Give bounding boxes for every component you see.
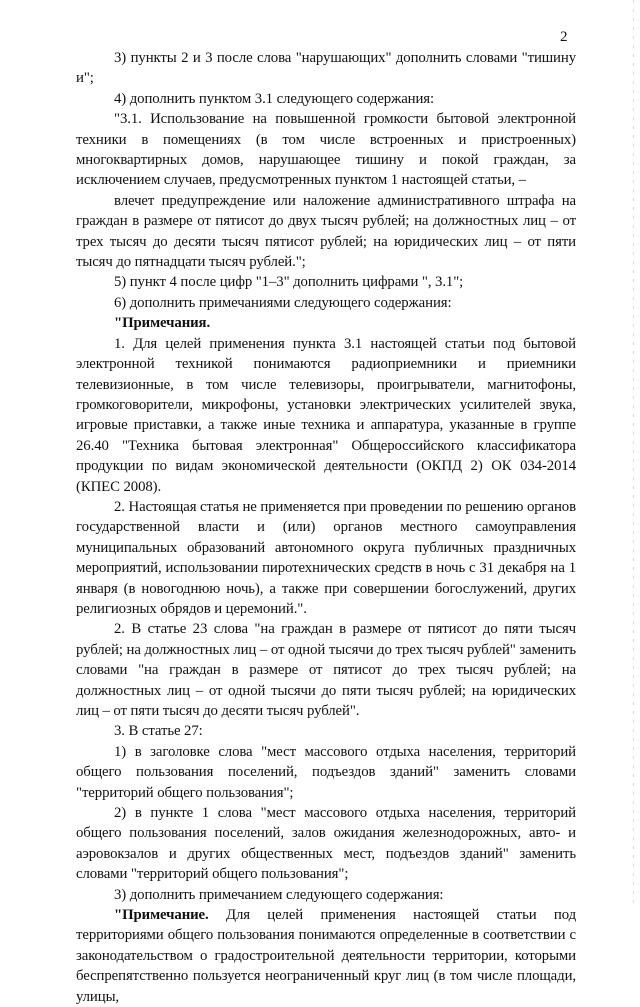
paragraph-item-5: 5) пункт 4 после цифр "1–3" дополнить цифрами ", 3.1";	[114, 274, 464, 291]
paragraph-article-27-item-3: 3) дополнить примечанием следующего содержания:	[114, 886, 444, 903]
paragraph-article-27-intro: 3. В статье 27:	[114, 723, 203, 740]
paragraph-item-4-intro: 4) дополнить пунктом 3.1 следующего содержания:	[114, 90, 435, 107]
note-2: 2. Настоящая статья не применяется при проведении по решению органов государственной власти и (или) органов местного самоуправления муниципальных образований автономного округа публичных праздничных мероприятий, использовании пиротехнических средств в ночь с 31 декабря на 1 января (в новогоднюю ночь), а также при совершении богослужений, других религиозных обрядов и церемоний.".	[76, 498, 576, 617]
page-number: 2	[560, 29, 568, 45]
paragraph-item-6-intro: 6) дополнить примечаниями следующего содержания:	[114, 294, 452, 311]
final-note-heading: "Примечание.	[114, 907, 209, 924]
document-body	[76, 48, 576, 1007]
note-1: 1. Для целей применения пункта 3.1 настоящей статьи под бытовой электронной техникой понимаются радиоприемники и приемники телевизионные, в том числе телевизоры, проигрыватели, магнитофоны, громкоговорители, микрофоны, установки электрических усилителей звука, игровые приставки, а также иные техника и аппаратура, указанные в группе 26.40 "Техника бытовая электронная" Общероссийского классификатора продукции по видам экономической деятельности (ОКПД 2) ОК 034-2014 (КПЕС 2008).	[76, 335, 576, 495]
paragraph-article-27-item-2: 2) в пункте 1 слова "мест массового отдыха населения, территорий общего пользования поселений, залов ожидания железнодорожных, авто- и аэровокзалов и других общественных мест, подъездов зданий" заменить словами "территорий общего пользования";	[76, 805, 576, 883]
notes-heading-text: "Примечания.	[114, 315, 211, 332]
paragraph-penalty: влечет предупреждение или наложение административного штрафа на граждан в размере от пятисот до двух тысяч рублей; на должностных лиц – от трех тысяч до десяти тысяч пятисот рублей; на юридических лиц – от пяти тысяч до пятнадцати тысяч рублей.";	[76, 192, 576, 271]
paragraph-article-23: 2. В статье 23 слова "на граждан в размере от пятисот до пяти тысяч рублей; на должностных лиц – от одной тысячи до трех тысяч рублей" заменить словами "на граждан в размере от пятисот до трех тысяч рублей; на должностных лиц – от одной тысячи до пяти тысяч рублей; на юридических лиц – от пяти тысяч до десяти тысяч рублей".	[76, 621, 576, 719]
final-note-text: Для целей применения настоящей статьи под территориями общего пользования понимаются определенные в соответствии с законодательством о градостроительной деятельности территории, которыми беспрепятственно пользуется неограниченный круг лиц (в том числе площади, улицы,	[76, 907, 576, 1005]
final-note	[76, 905, 576, 1007]
notes-heading	[76, 313, 576, 333]
paragraph-clause-3-1: "3.1. Использование на повышенной громкости бытовой электронной техники в помещениях (в том числе встроенных и пристроенных) многоквартирных домов, нарушающее тишину и покой граждан, за исключением случаев, предусмотренных пунктом 1 настоящей статьи, –	[76, 111, 576, 189]
paragraph-item-3-amendment: 3) пункты 2 и 3 после слова "нарушающих" дополнить словами "тишину и";	[76, 50, 576, 87]
paragraph-article-27-item-1: 1) в заголовке слова "мест массового отдыха населения, территорий общего пользования поселений, подъездов зданий" заменить словами "территорий общего пользования";	[76, 743, 576, 801]
scan-edge-line	[633, 0, 634, 905]
